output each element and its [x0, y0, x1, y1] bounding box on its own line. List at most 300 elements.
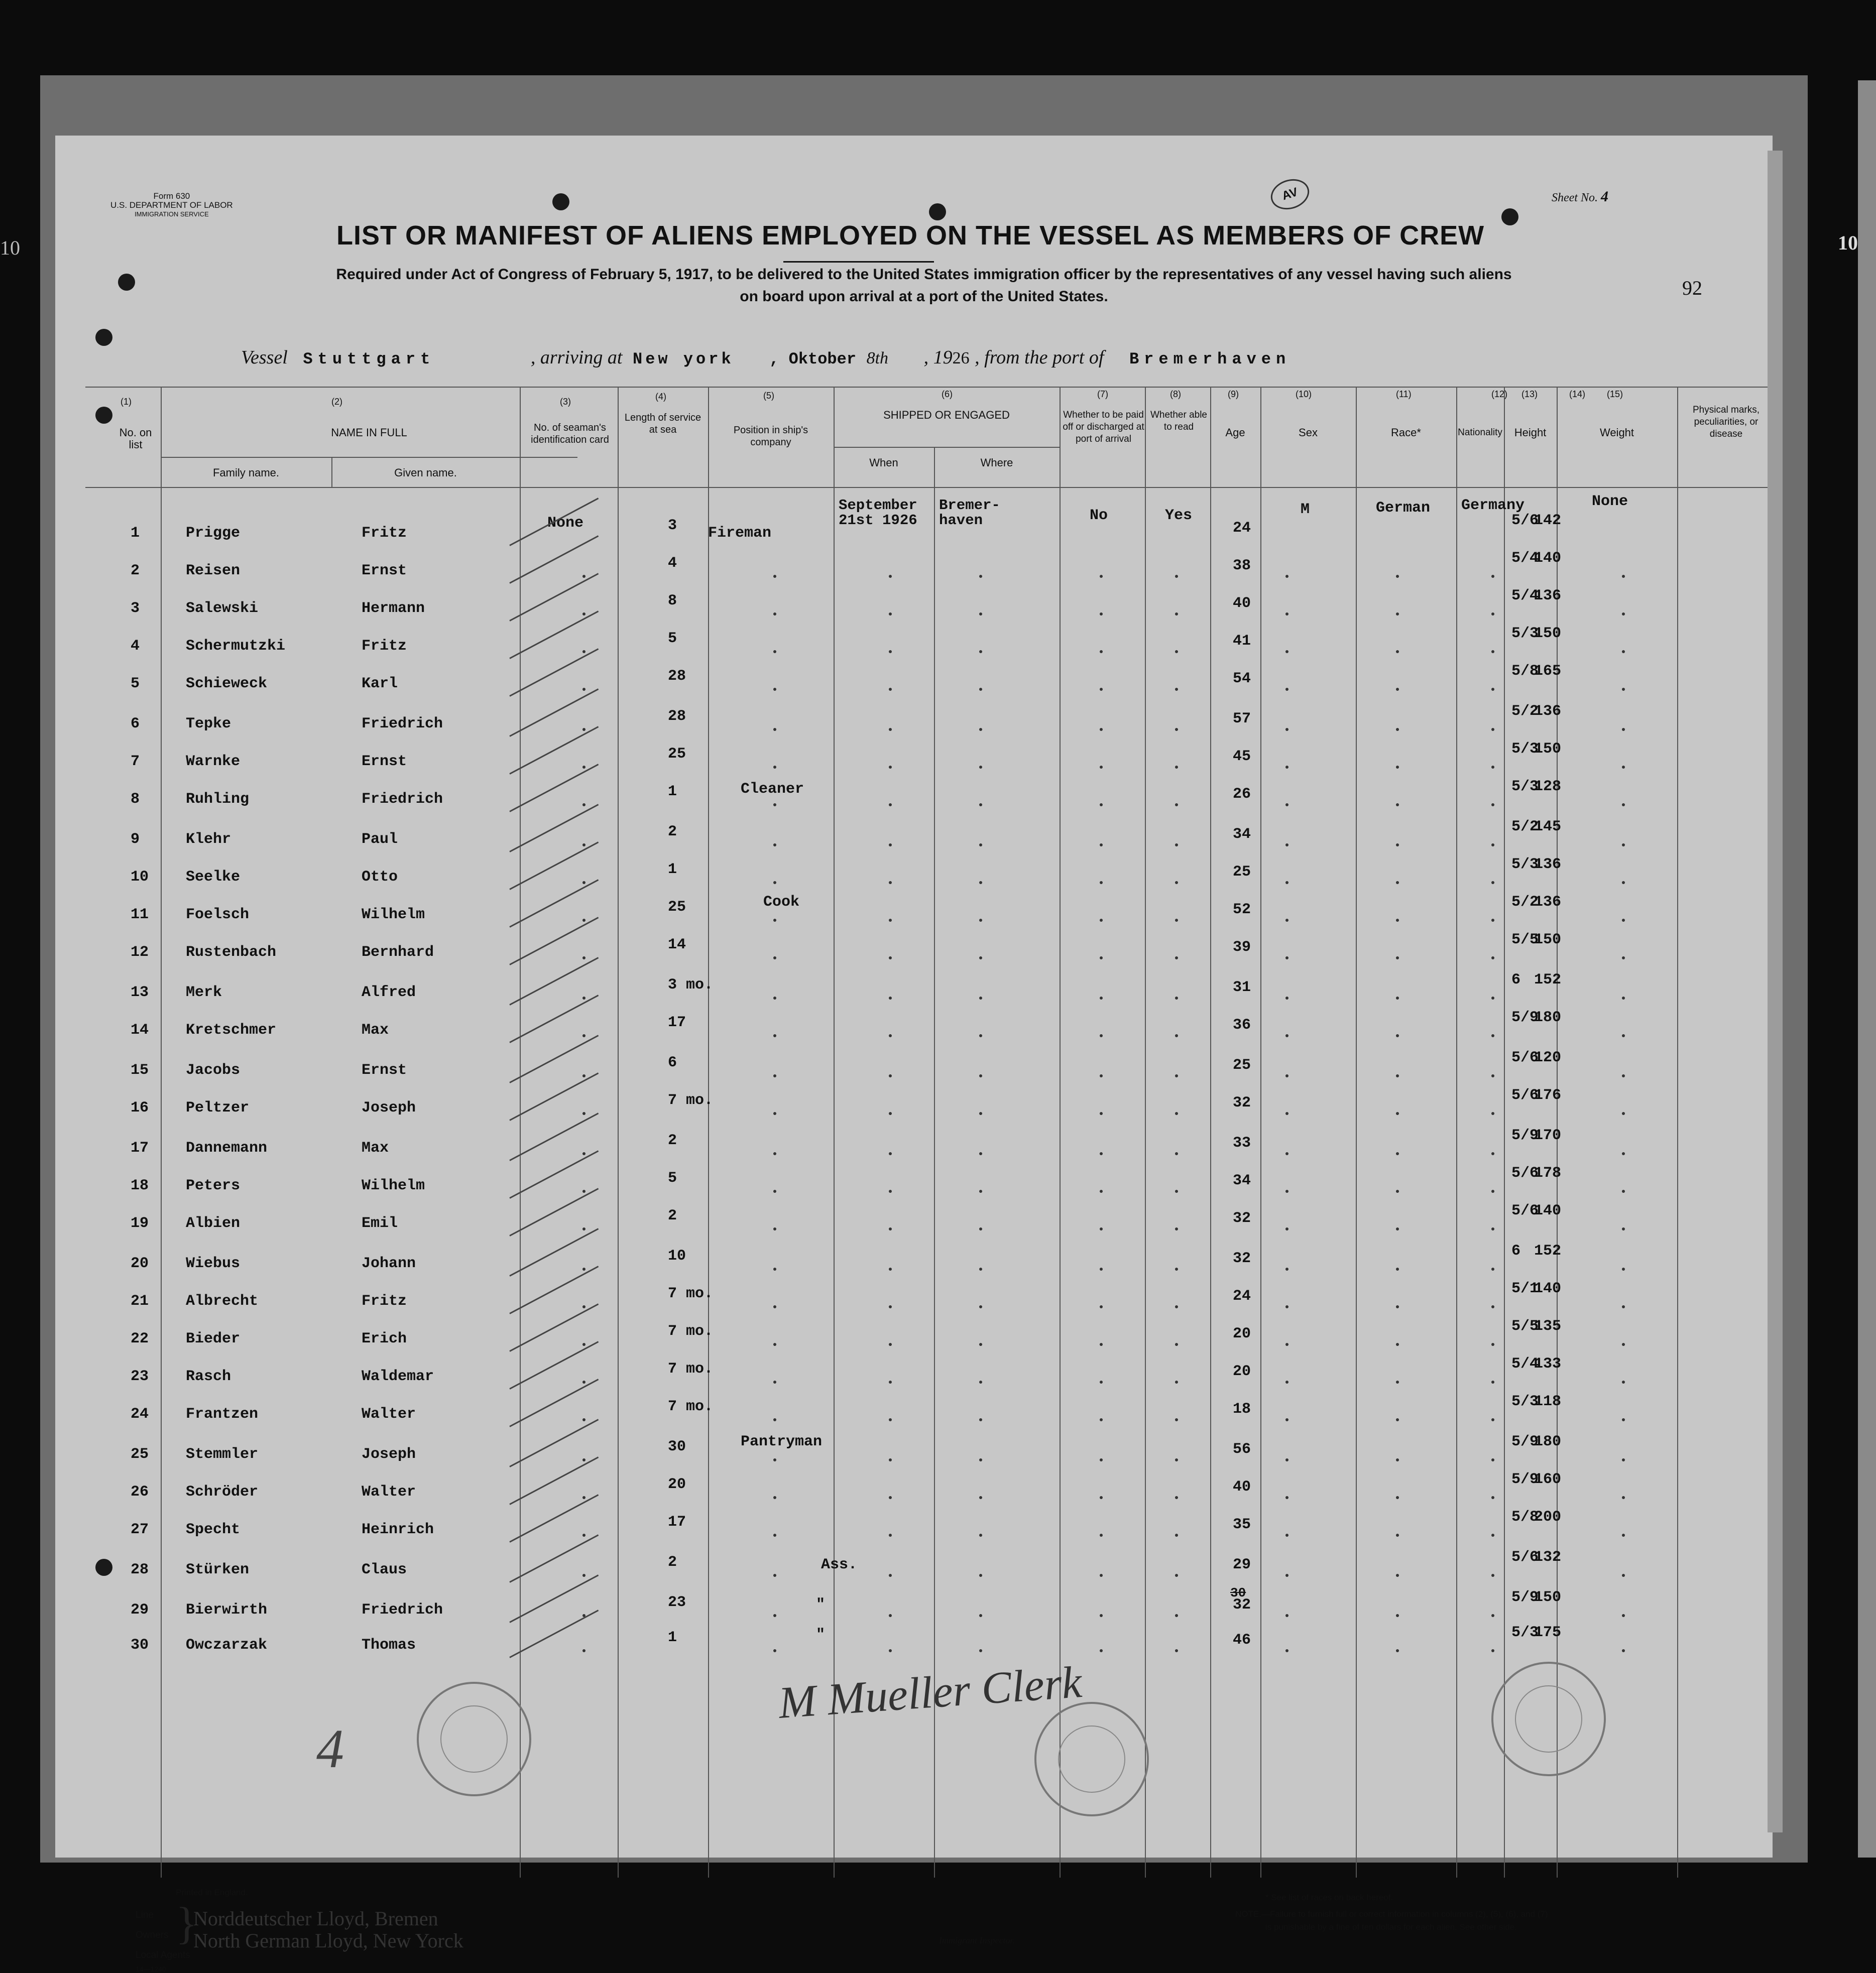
ditto-mark	[1396, 1534, 1399, 1537]
vessel-name: Stuttgart	[303, 350, 435, 368]
punch-hole	[95, 329, 112, 346]
voyage-line	[241, 346, 1291, 368]
ditto-mark	[1100, 1381, 1103, 1384]
ditto-mark	[773, 1458, 776, 1461]
cell-family: Rustenbach	[186, 944, 277, 961]
cell-age: 38	[1233, 557, 1251, 574]
cell-height: 5/3	[1511, 778, 1539, 795]
cell-weight: 140	[1534, 1202, 1562, 1219]
ditto-mark	[1100, 1227, 1103, 1230]
ditto-mark	[1285, 1614, 1288, 1617]
ditto-mark	[979, 881, 982, 884]
ditto-mark	[1285, 1227, 1288, 1230]
shipped-sub-rule	[834, 447, 1060, 448]
ditto-mark	[1491, 688, 1494, 691]
ditto-mark	[1396, 766, 1399, 769]
ditto-mark	[1622, 1649, 1625, 1652]
ditto-mark	[582, 688, 585, 691]
cell-age: 24	[1233, 1288, 1251, 1305]
ditto-mark	[582, 1381, 585, 1384]
signature: M Mueller Clerk	[777, 1657, 1084, 1728]
line-value: Norddeutscher Lloyd, Bremen	[193, 1907, 438, 1930]
ditto-mark	[979, 843, 982, 846]
ditto-mark	[773, 1381, 776, 1384]
ditto-mark	[773, 1418, 776, 1421]
cell-given: Fritz	[362, 1293, 407, 1310]
ditto-mark	[1396, 1343, 1399, 1346]
ditto-mark	[1396, 1574, 1399, 1577]
row1-nationality: Germany	[1461, 497, 1525, 514]
ditto-mark	[1175, 1418, 1178, 1421]
ditto-mark	[1622, 688, 1625, 691]
ditto-mark	[889, 1458, 892, 1461]
pencil-mark: 4	[316, 1718, 344, 1779]
ditto-mark	[773, 1034, 776, 1037]
cell-height: 5/5	[1511, 931, 1539, 948]
cell-no: 7	[131, 753, 140, 770]
cell-age: 31	[1233, 979, 1251, 996]
cell-no: 13	[131, 984, 149, 1001]
immigrant-inspector-label: Immigrant Inspector.	[939, 1935, 1015, 1945]
cell-given: Friedrich	[362, 1601, 443, 1619]
cell-height: 5/9	[1511, 1009, 1539, 1026]
ditto-mark	[582, 728, 585, 731]
col-num-15: (15)	[1607, 389, 1623, 399]
ditto-mark	[1285, 881, 1288, 884]
ditto-mark	[1491, 575, 1494, 578]
ditto-mark	[889, 1034, 892, 1037]
ditto-mark	[773, 843, 776, 846]
cell-no: 25	[131, 1446, 149, 1463]
ditto-mark	[979, 1268, 982, 1271]
ditto-mark	[1100, 919, 1103, 922]
cell-given: Karl	[362, 675, 398, 692]
ditto-mark	[1175, 1190, 1178, 1193]
cell-service: 2	[668, 1132, 677, 1149]
punch-hole	[552, 193, 569, 210]
ditto-mark	[1175, 1458, 1178, 1461]
cell-service: 1	[668, 783, 677, 800]
ditto-mark	[889, 688, 892, 691]
ditto-mark	[1491, 1381, 1494, 1384]
cell-no: 10	[131, 869, 149, 886]
cell-height: 5/4	[1511, 550, 1539, 567]
cell-position: Pantryman	[741, 1433, 823, 1450]
cell-family: Albien	[186, 1215, 241, 1232]
ditto-mark	[979, 688, 982, 691]
ditto-mark	[979, 803, 982, 806]
cell-family: Stürken	[186, 1561, 250, 1578]
header-where: Where	[980, 456, 1013, 469]
cell-family: Wiebus	[186, 1255, 241, 1272]
cell-age: 57	[1233, 710, 1251, 727]
cell-service: 17	[668, 1014, 686, 1031]
ditto-mark	[1100, 1534, 1103, 1537]
ditto-mark	[1285, 1649, 1288, 1652]
ditto-mark	[773, 1190, 776, 1193]
ditto-mark	[1175, 1268, 1178, 1271]
cell-age: 39	[1233, 939, 1251, 956]
header-id-card: No. of seaman's identification card	[531, 422, 609, 445]
line-label: Line	[136, 1910, 154, 1920]
cell-age: 32	[1233, 1596, 1251, 1614]
ditto-mark	[1396, 1268, 1399, 1271]
ditto-mark	[1100, 575, 1103, 578]
header-bottom-rule	[85, 487, 1773, 488]
ditto-mark	[1285, 1074, 1288, 1077]
cell-weight: 145	[1534, 818, 1562, 835]
cell-age: 18	[1233, 1401, 1251, 1418]
ditto-mark	[1622, 1496, 1625, 1499]
ditto-mark	[773, 1227, 776, 1230]
ditto-mark	[1491, 997, 1494, 1000]
cell-family: Schröder	[186, 1484, 259, 1501]
ditto-mark	[1396, 881, 1399, 884]
row1-shipped-when: September 21st 1926	[839, 497, 917, 529]
cell-height: 5/2	[1511, 703, 1539, 720]
ditto-mark	[1396, 1381, 1399, 1384]
cell-height: 5/3	[1511, 1624, 1539, 1641]
cell-family: Peters	[186, 1177, 241, 1194]
ditto-mark	[1175, 997, 1178, 1000]
cell-weight: 170	[1534, 1127, 1562, 1144]
ditto-mark	[979, 1343, 982, 1346]
cell-service: 3	[668, 517, 677, 534]
cell-weight: 176	[1534, 1087, 1562, 1104]
cell-height: 6	[1511, 1243, 1521, 1260]
ditto-mark	[582, 956, 585, 959]
ditto-mark	[1396, 1112, 1399, 1115]
arriving-label: , arriving at	[530, 347, 623, 368]
cell-family: Stemmler	[186, 1446, 259, 1463]
form-number: Form 630	[153, 191, 190, 201]
ditto-mark	[1491, 803, 1494, 806]
arrival-port: New york	[633, 350, 734, 368]
ditto-mark	[1396, 1458, 1399, 1461]
cell-given: Wilhelm	[362, 906, 425, 923]
ditto-mark	[979, 956, 982, 959]
cell-service: 5	[668, 1170, 677, 1187]
ditto-mark	[1622, 1074, 1625, 1077]
ditto-mark	[1491, 843, 1494, 846]
cell-service: 8	[668, 592, 677, 609]
ditto-mark	[773, 1496, 776, 1499]
departure-port: Bremerhaven	[1129, 350, 1291, 368]
right-margin-number: 10	[1838, 231, 1858, 254]
ditto-mark	[1175, 1152, 1178, 1155]
ditto-mark	[773, 1614, 776, 1617]
ditto-mark	[773, 919, 776, 922]
header-when: When	[869, 456, 898, 469]
ditto-mark	[889, 1305, 892, 1308]
cell-height: 5/9	[1511, 1433, 1539, 1450]
form-code: 14—1240	[136, 1965, 166, 1973]
ditto-mark	[1175, 1074, 1178, 1077]
ditto-mark	[1622, 650, 1625, 653]
cell-given: Heinrich	[362, 1521, 434, 1538]
ditto-mark	[582, 1152, 585, 1155]
cell-service: 28	[668, 668, 686, 685]
ditto-mark	[1100, 612, 1103, 615]
cell-service: 4	[668, 555, 677, 572]
cell-family: Foelsch	[186, 906, 250, 923]
cell-age: 34	[1233, 826, 1251, 843]
left-margin-number: 10	[0, 236, 20, 259]
ditto-mark	[1622, 1458, 1625, 1461]
cell-no: 8	[131, 791, 140, 808]
ditto-mark	[1396, 575, 1399, 578]
ditto-mark	[1396, 843, 1399, 846]
header-weight: Weight	[1599, 426, 1634, 439]
ditto-mark	[1622, 1418, 1625, 1421]
col-num-13: (13)	[1521, 389, 1538, 399]
ditto-mark	[979, 1305, 982, 1308]
cell-height: 5/1	[1511, 1280, 1539, 1297]
cell-family: Merk	[186, 984, 222, 1001]
ditto-mark	[1100, 1458, 1103, 1461]
cell-position: Fireman	[708, 525, 772, 542]
ditto-mark	[979, 575, 982, 578]
cell-height: 5/4	[1511, 1355, 1539, 1373]
cell-no: 23	[131, 1368, 149, 1385]
cell-age: 20	[1233, 1325, 1251, 1342]
ditto-mark	[889, 997, 892, 1000]
cell-given: Joseph	[362, 1446, 416, 1463]
cell-weight: 175	[1534, 1624, 1562, 1641]
cell-given: Claus	[362, 1561, 407, 1578]
header-shipped: SHIPPED OR ENGAGED	[883, 409, 1010, 421]
cell-given: Wilhelm	[362, 1177, 425, 1194]
cell-weight: 180	[1534, 1009, 1562, 1026]
ditto-mark	[979, 919, 982, 922]
cell-age: 24	[1233, 520, 1251, 537]
ditto-mark	[1285, 1534, 1288, 1537]
ditto-mark	[1285, 1112, 1288, 1115]
cell-position: Ass.	[821, 1556, 858, 1573]
ditto-mark	[582, 1418, 585, 1421]
header-age: Age	[1225, 426, 1245, 439]
ditto-mark	[1100, 1268, 1103, 1271]
ditto-mark	[1175, 919, 1178, 922]
ditto-mark	[1622, 612, 1625, 615]
cell-weight: 180	[1534, 1433, 1562, 1450]
ditto-mark	[1285, 1574, 1288, 1577]
cell-height: 5/2	[1511, 894, 1539, 911]
cell-height: 5/6	[1511, 1049, 1539, 1066]
cell-service: 7 mo.	[668, 1092, 714, 1109]
cell-age: 25	[1233, 1057, 1251, 1074]
ditto-mark	[1100, 803, 1103, 806]
cell-weight: 136	[1534, 856, 1562, 873]
ditto-mark	[1491, 612, 1494, 615]
cell-weight: 132	[1534, 1549, 1562, 1566]
ditto-mark	[1175, 1227, 1178, 1230]
ditto-mark	[1396, 1152, 1399, 1155]
ditto-mark	[1622, 1614, 1625, 1617]
cell-height: 5/6	[1511, 1165, 1539, 1182]
cell-family: Owczarzak	[186, 1637, 268, 1654]
cell-service: 17	[668, 1514, 686, 1531]
ditto-mark	[1396, 1649, 1399, 1652]
cell-family: Kretschmer	[186, 1022, 277, 1039]
ditto-mark	[1491, 881, 1494, 884]
ditto-mark	[1622, 1305, 1625, 1308]
cell-given: Alfred	[362, 984, 416, 1001]
ditto-mark	[1491, 1190, 1494, 1193]
ditto-mark	[1285, 1152, 1288, 1155]
ditto-mark	[1396, 1305, 1399, 1308]
table-top-rule	[85, 387, 1773, 388]
ditto-mark	[1175, 1034, 1178, 1037]
cell-no: 1	[131, 525, 140, 542]
ditto-mark	[1491, 956, 1494, 959]
col-num-1: (1)	[121, 397, 132, 407]
cell-weight: 136	[1534, 587, 1562, 604]
ditto-mark	[1175, 575, 1178, 578]
ditto-mark	[1100, 1418, 1103, 1421]
ditto-mark	[582, 612, 585, 615]
cell-age: 32	[1233, 1094, 1251, 1112]
ditto-mark	[1491, 766, 1494, 769]
ditto-mark	[1491, 1343, 1494, 1346]
ditto-mark	[889, 843, 892, 846]
cell-given: Max	[362, 1022, 389, 1039]
ditto-mark	[889, 1381, 892, 1384]
ditto-mark	[582, 1305, 585, 1308]
ditto-mark	[1396, 919, 1399, 922]
ditto-mark	[1491, 1418, 1494, 1421]
col-num-5: (5)	[763, 391, 774, 401]
ditto-mark	[1100, 766, 1103, 769]
ditto-mark	[1175, 1574, 1178, 1577]
cell-height: 5/9	[1511, 1471, 1539, 1488]
agents-label: Local Agents	[136, 1950, 190, 1960]
ditto-mark	[1491, 1034, 1494, 1037]
ditto-mark	[1396, 728, 1399, 731]
ditto-mark	[889, 650, 892, 653]
cell-service: 2	[668, 1207, 677, 1224]
ditto-mark	[773, 1268, 776, 1271]
ditto-mark	[1491, 1227, 1494, 1230]
cell-given: Walter	[362, 1484, 416, 1501]
page-number: 92	[1682, 277, 1702, 299]
row1-shipped-where: Bremer- haven	[939, 497, 1000, 529]
cell-no: 5	[131, 675, 140, 692]
cell-height: 5/2	[1511, 818, 1539, 835]
printed-note: Printed in England.	[176, 1888, 248, 1897]
header-able-read: Whether able to read	[1150, 410, 1207, 432]
ditto-mark	[889, 1574, 892, 1577]
col-num-3: (3)	[560, 397, 571, 407]
cell-no: 6	[131, 715, 140, 732]
ditto-mark	[1491, 1458, 1494, 1461]
ditto-mark	[1100, 1152, 1103, 1155]
cell-service: 30	[668, 1438, 686, 1455]
ditto-mark	[1622, 843, 1625, 846]
cell-age: 34	[1233, 1172, 1251, 1189]
cell-no: 21	[131, 1293, 149, 1310]
ditto-mark	[979, 766, 982, 769]
cell-family: Jacobs	[186, 1062, 241, 1079]
cell-age: 54	[1233, 670, 1251, 687]
ditto-mark	[979, 1534, 982, 1537]
cell-weight: 135	[1534, 1318, 1562, 1335]
cell-service: 3 mo.	[668, 976, 714, 994]
cell-weight: 133	[1534, 1355, 1562, 1373]
ditto-mark	[1622, 803, 1625, 806]
col-num-10: (10)	[1296, 389, 1312, 399]
ditto-mark	[1175, 881, 1178, 884]
header-length-service: Length of service at sea	[624, 412, 701, 435]
ditto-mark	[1622, 766, 1625, 769]
form-info	[110, 192, 233, 219]
cell-service: 2	[668, 1554, 677, 1571]
ditto-mark	[1285, 1458, 1288, 1461]
ditto-mark	[1175, 612, 1178, 615]
ditto-mark	[1396, 1227, 1399, 1230]
ditto-mark	[1175, 1614, 1178, 1617]
ditto-mark	[582, 1458, 585, 1461]
penalty-note	[1235, 1908, 1548, 1934]
header-race: Race*	[1391, 426, 1421, 439]
penalty-note-line-1: NOTE.—Failure to furnish full or correct information in columns (2), (5), (6), and (7)	[1235, 1909, 1548, 1919]
check-mark	[509, 498, 599, 546]
from-label: , from the port of	[975, 347, 1104, 368]
ditto-mark	[889, 1074, 892, 1077]
cell-family: Rasch	[186, 1368, 231, 1385]
ditto-mark	[1285, 766, 1288, 769]
cell-weight: 136	[1534, 703, 1562, 720]
ditto-mark	[1396, 1496, 1399, 1499]
ditto-mark	[1396, 1614, 1399, 1617]
ditto-mark	[979, 1190, 982, 1193]
ditto-mark	[1622, 1190, 1625, 1193]
ditto-mark	[1622, 728, 1625, 731]
cell-no: 9	[131, 831, 140, 848]
ditto-mark	[1622, 1381, 1625, 1384]
ditto-mark	[582, 575, 585, 578]
cell-age: 35	[1233, 1516, 1251, 1533]
cell-age: 40	[1233, 1478, 1251, 1496]
name-sub-rule	[161, 457, 577, 458]
cell-given: Waldemar	[362, 1368, 434, 1385]
ditto-mark	[1100, 1112, 1103, 1115]
ditto-mark	[582, 1034, 585, 1037]
cell-family: Tepke	[186, 715, 231, 732]
cell-weight: 152	[1534, 1243, 1562, 1260]
department-name: U.S. DEPARTMENT OF LABOR	[110, 200, 233, 210]
cell-service: 25	[668, 746, 686, 763]
ditto-mark	[582, 766, 585, 769]
cell-no: 30	[131, 1637, 149, 1654]
ditto-mark	[1396, 956, 1399, 959]
ditto-mark	[1285, 612, 1288, 615]
ditto-mark	[1175, 956, 1178, 959]
cell-height: 5/9	[1511, 1589, 1539, 1606]
ditto-mark	[582, 881, 585, 884]
punch-hole	[118, 274, 135, 291]
ditto-mark	[773, 650, 776, 653]
owners-brace: }	[176, 1899, 198, 1948]
cell-weight: 128	[1534, 778, 1562, 795]
ditto-mark	[889, 1152, 892, 1155]
cell-service: 25	[668, 899, 686, 916]
ditto-mark	[773, 803, 776, 806]
ditto-mark	[1396, 1034, 1399, 1037]
ditto-mark	[1285, 688, 1288, 691]
col-num-6: (6)	[942, 389, 953, 399]
cell-service: 20	[668, 1476, 686, 1493]
